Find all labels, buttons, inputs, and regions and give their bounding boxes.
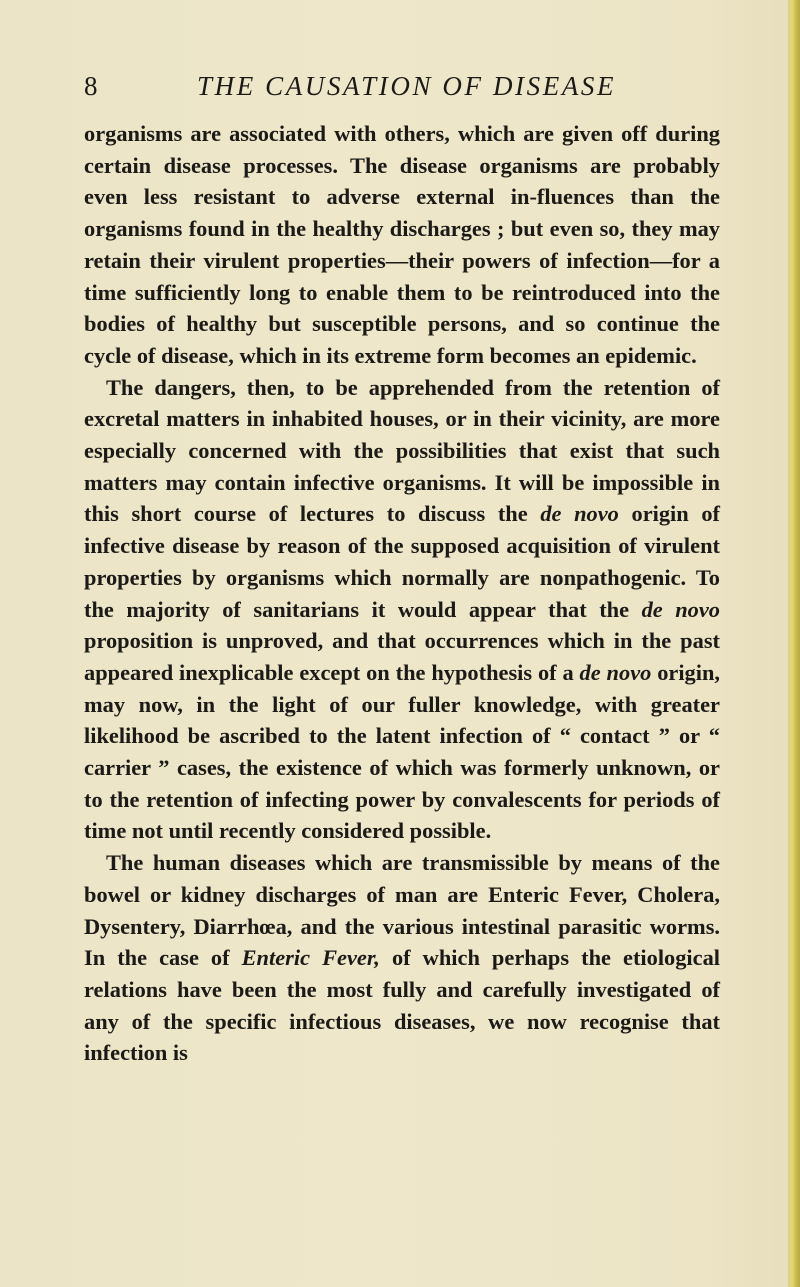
italic-phrase: Enteric Fever, [241,945,380,971]
text-run: The human diseases which are transmissible by means of the bowel or kidney discharges of man are Enteric Fever, Cholera, Dysentery, Diarrhœa, and the various intestinal parasitic worms. In the case of [84,850,720,971]
text-run: origin, may now, in the light of our fuller knowledge, with greater likelihood be ascribed to the latent infection of “ contact ” or “ carrier ” cases, the existence of which was formerly unknown, or to the retention of infecting power by convalescents for periods of time not until recently considered possible. [84,659,721,844]
text-run: origin of infective disease by reason of the supposed acquisition of virulent properties by organisms which normally are nonpathogenic. To the majority of sanitarians it would appear that the [84,501,720,622]
text-run: organisms are associated with others, which are given off during certain disease processes. The disease organisms are probably even less resistant to adverse external in-fluences than the organisms found in the healthy discharges ; but even so, they may retain their virulent properties—their powers of infection—for a time sufficiently long to enable them to be reintroduced into the bodies of healthy but susceptible persons, and so continue the cycle of disease, which in its extreme form becomes an epidemic. [84,121,720,368]
italic-phrase: de novo [641,596,720,622]
page-binding-edge [788,0,800,1287]
body-text [84,118,720,1069]
text-run: of which perhaps the etiological relations have been the most fully and carefully investigated of any of the specific infectious diseases, we now recognise that infection is [84,945,721,1066]
paragraph-3 [84,847,720,1069]
page-header [84,68,724,104]
italic-phrase: de novo [579,659,652,685]
text-run: proposition is unproved, and that occurrences which in the past appeared inexplicable except on the hypothesis of a [84,628,720,685]
italic-phrase: de novo [540,501,619,527]
text-run: The dangers, then, to be apprehended from the retention of excretal matters in inhabited houses, or in their vicinity, are more especially concerned with the possibilities that exist that such matters may contain infective organisms. It will be impossible in this short course of lectures to discuss the [84,374,720,527]
page-number: 8 [84,71,98,101]
paragraph-2 [84,372,720,848]
paragraph-1 [84,118,720,372]
running-title: THE CAUSATION OF DISEASE [197,71,617,101]
